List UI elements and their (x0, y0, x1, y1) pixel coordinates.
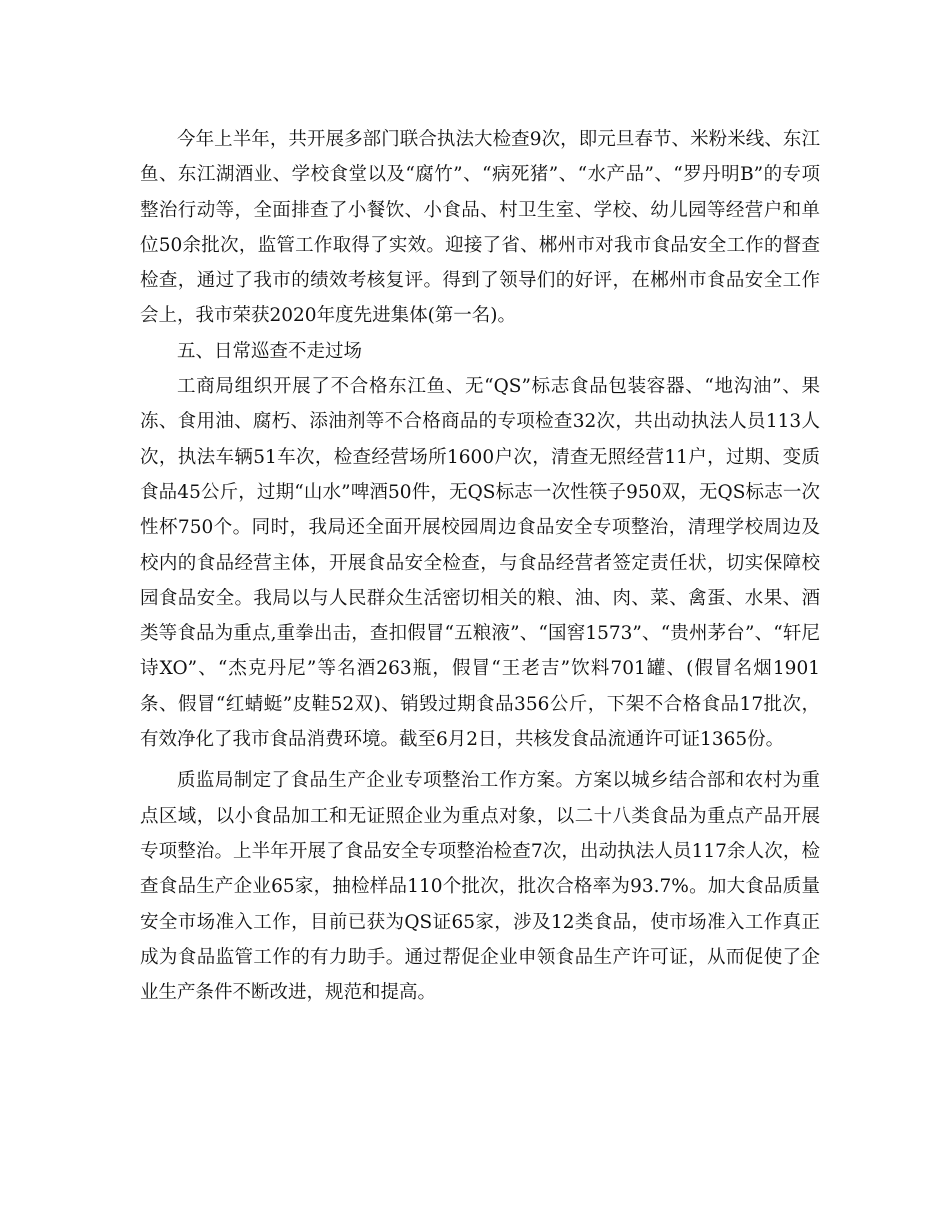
section-heading-daily-patrol: 五、日常巡查不走过场 (177, 340, 363, 362)
paragraph-quality-supervision: 质监局制定了食品生产企业专项整治工作方案。方案以城乡结合部和农村为重点区域，以小食品加工和无证照企业为重点对象，以二十八类食品为重点产品开展专项整治。上半年开展了食品安全专项整治检查7次，出动执法人员117余人次，检查食品生产企业65家，抽检样品110个批次，批次合格率为93.7%。加大食品质量安全市场准入工作，目前已获为QS证65家，涉及12类食品，使市场准入工作真正成为食品监管工作的有力助手。通过帮促企业申领食品生产许可证，从而促使了企业生产条件不断改进，规范和提高。 (140, 770, 820, 1004)
paragraph-joint-inspection: 今年上半年，共开展多部门联合执法大检查9次，即元旦春节、米粉米线、东江鱼、东江湖酒业、学校食堂以及“腐竹”、“病死猪”、“水产品”、“罗丹明B”的专项整治行动等，全面排查了小餐饮、小食品、村卫生室、学校、幼儿园等经营户和单位50余批次，监管工作取得了实效。迎接了省、郴州市对我市食品安全工作的督查检查，通过了我市的绩效考核复评。得到了领导们的好评，在郴州市食品安全工作会上，我市荣获2020年度先进集体(第一名)。 (140, 129, 820, 327)
paragraph-industry-commerce: 工商局组织开展了不合格东江鱼、无“QS”标志食品包装容器、“地沟油”、果冻、食用油、腐朽、添油剂等不合格商品的专项检查32次，共出动执法人员113人次，执法车辆51车次，检查经营场所1600户次，清查无照经营11户，过期、变质食品45公斤，过期“山水”啤酒50件，无QS标志一次性筷子950双，无QS标志一次性杯750个。同时，我局还全面开展校园周边食品安全专项整治，清理学校周边及校内的食品经营主体，开展食品安全检查，与食品经营者签定责任状，切实保障校园食品安全。我局以与人民群众生活密切相关的粮、油、肉、菜、禽蛋、水果、酒类等食品为重点,重拳出击，查扣假冒“五粮液”、“国窖1573”、“贵州茅台”、“轩尼诗XO”、“杰克丹尼”等名酒263瓶，假冒“王老吉”饮料701罐、(假冒名烟1901条、假冒“红蜻蜓”皮鞋52双)、销毁过期食品356公斤，下架不合格食品17批次，有效净化了我市食品消费环境。截至6月2日，共核发食品流通许可证1365份。 (140, 376, 820, 751)
document-body (140, 122, 820, 1010)
